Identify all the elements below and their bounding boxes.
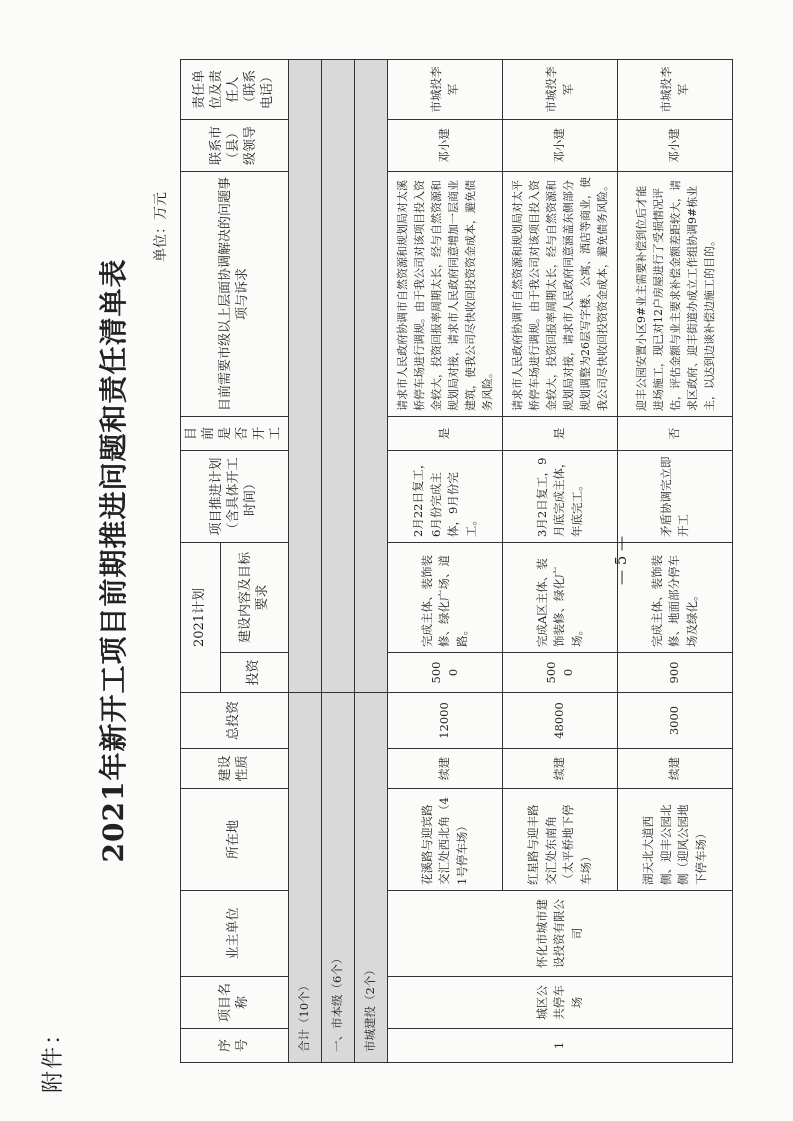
started-cell: 是 xyxy=(503,417,618,451)
responsible-cell: 市城投李军 xyxy=(388,60,503,120)
project-owner: 怀化市城市建设投资有限公司 xyxy=(388,891,733,977)
header-owner: 业主单位 xyxy=(181,891,289,977)
progress-plan-cell: 2月22日复工，6月份完成主体，9月份完工。 xyxy=(388,451,503,543)
city-leader-cell: 邓小建 xyxy=(503,120,618,172)
header-responsible: 责任单位及责任人（联系电话） xyxy=(181,60,289,120)
total-investment-cell: 12000 xyxy=(388,693,503,749)
location-cell: 红星路与迎丰路交汇处东南角（太平桥地下停车场） xyxy=(503,789,618,891)
investment-2021-cell: 5000 xyxy=(388,653,503,693)
content-cell: 完成主体、装饰装修、地面部分停车场及绿化。 xyxy=(618,543,733,653)
nature-cell: 续建 xyxy=(503,749,618,789)
table-header-row xyxy=(181,60,221,1063)
summary-label: 合计（10个） xyxy=(289,693,322,1063)
started-cell: 是 xyxy=(388,417,503,451)
responsible-cell: 市城投李军 xyxy=(618,60,733,120)
project-name: 城区公共停车场 xyxy=(388,977,733,1029)
header-seq: 序号 xyxy=(181,1029,289,1063)
city-leader-cell: 邓小建 xyxy=(618,120,733,172)
header-project-name: 项目名称 xyxy=(181,977,289,1029)
progress-plan-cell: 矛盾协调完立即开工 xyxy=(618,451,733,543)
header-total-investment: 总投资 xyxy=(181,693,289,749)
header-plan-2021: 2021计划 xyxy=(181,543,221,693)
responsibility-table xyxy=(180,59,733,1063)
header-progress-plan: 项目推进计划（含具体开工时间） xyxy=(181,451,289,543)
attachment-label: 附件： xyxy=(41,1020,66,1093)
nature-cell: 续建 xyxy=(618,749,733,789)
header-content: 建设内容及目标要求 xyxy=(221,543,289,653)
summary-row-total xyxy=(289,60,322,1063)
content-cell: 完成A区主体、装饰装修、绿化广场。 xyxy=(503,543,618,653)
header-nature: 建设性质 xyxy=(181,749,289,789)
header-city-leader: 联系市（县）级领导 xyxy=(181,120,289,172)
header-location: 所在地 xyxy=(181,789,289,891)
table-row xyxy=(388,60,503,1063)
issues-cell: 请求市人民政府协调市自然资源和规划局对太平桥停车场进行调规。由于我公司对该项目投入资金较大，投资回报率周期太长，经与自然资源和规划局对接，请求市人民政府同意涵盖东侧部分规划调整为26层写字楼、公寓、酒店等商业，使我公司尽快收回投资资金成本，避免债务风险。 xyxy=(503,172,618,417)
location-cell: 湖天北大道西侧、迎丰公园北侧（迎风公园地下停车场） xyxy=(618,789,733,891)
investment-2021-cell: 900 xyxy=(618,653,733,693)
started-cell: 否 xyxy=(618,417,733,451)
issues-cell: 请求市人民政府协调市自然资源和规划局对太溪桥停车场进行调规。由于我公司对该项目投入资金较大，投资回报率周期太长，经与自然资源和规划局对接，请求市人民政府同意增加一层商业建筑，使我公司尽快收回投资资金成本，避免债务风险。 xyxy=(388,172,503,417)
page-number: — 5 — xyxy=(612,535,630,586)
progress-plan-cell: 3月2日复工，9月底完成主体，年底完工。 xyxy=(503,451,618,543)
summary-label: 市城建投（2个） xyxy=(355,693,388,1063)
responsible-cell: 市城投李军 xyxy=(503,60,618,120)
issues-cell: 迎丰公园安置小区9#业主需要补偿到位后才能进场施工，现已对12户房屋进行了受损情况评估，评估金额与业主要求补偿金额差距较大，请求区政府、迎丰街道办成立工作组协调9#栋业主，以达到边谈补偿边施工的目的。 xyxy=(618,172,733,417)
content-cell: 完成主体、装饰装修、绿化广场、道路。 xyxy=(388,543,503,653)
header-investment: 投资 xyxy=(221,653,289,693)
summary-label: 一、市本级（6个） xyxy=(322,693,355,1063)
total-investment-cell: 3000 xyxy=(618,693,733,749)
summary-row-group xyxy=(355,60,388,1063)
header-issues: 目前需要市级以上层面协调解决的问题事项与诉求 xyxy=(181,172,289,417)
project-seq: 1 xyxy=(388,1029,733,1063)
city-leader-cell: 邓小建 xyxy=(388,120,503,172)
unit-label: 单位：万元 xyxy=(153,192,169,262)
investment-2021-cell: 5000 xyxy=(503,653,618,693)
header-started: 目前是否开工 xyxy=(181,417,289,451)
page-title: 2021年新开工项目前期推进问题和责任清单表 xyxy=(97,258,130,863)
nature-cell: 续建 xyxy=(388,749,503,789)
location-cell: 花溪路与迎宾路交汇处西北角（41号停车场） xyxy=(388,789,503,891)
summary-row-city xyxy=(322,60,355,1063)
total-investment-cell: 48000 xyxy=(503,693,618,749)
